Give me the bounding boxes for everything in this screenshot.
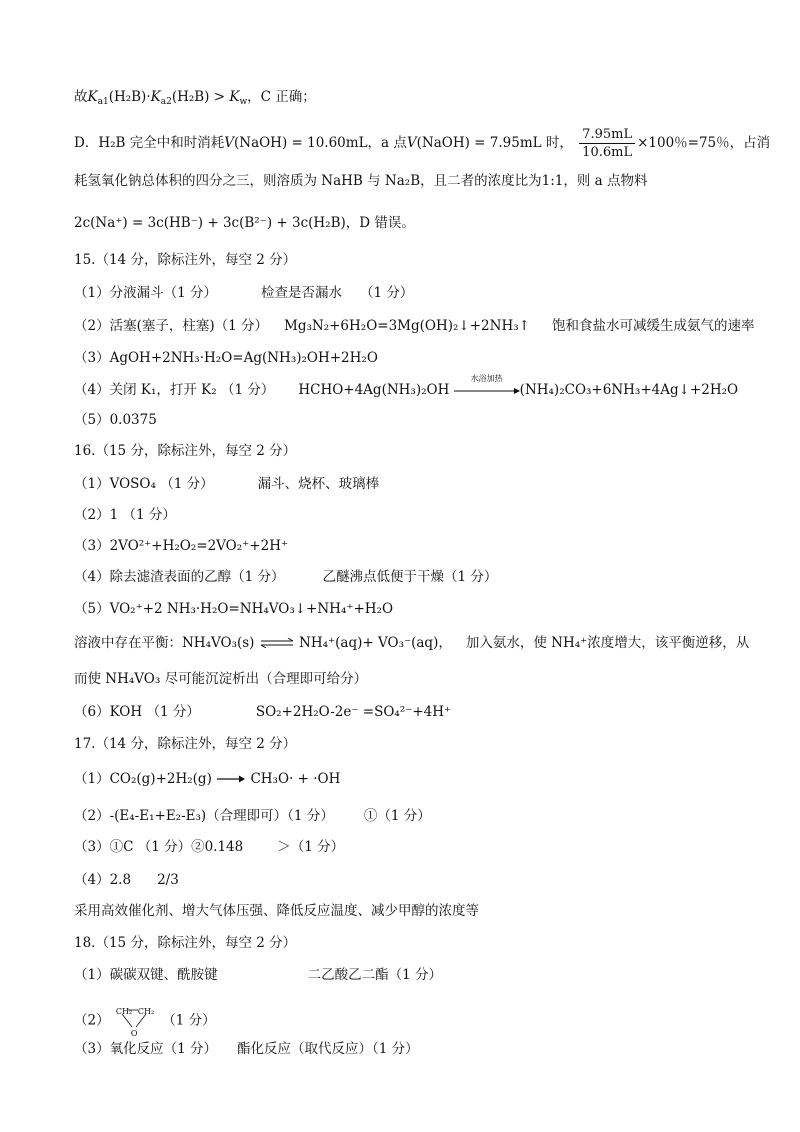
q15-3: （3）AgOH+2NH₃·H₂O=Ag(NH₃)₂OH+2H₂O (74, 350, 378, 366)
q15-5: （5）0.0375 (74, 412, 157, 428)
q17-1: （1）CO₂(g)+2H₂(g) CH₃O· + ·OH (74, 771, 341, 787)
line-solute-ratio: 耗氢氧化钠总体积的四分之三，则溶质为 NaHB 与 Na₂B，且二者的浓度比为1:1，则 a 点物料 (74, 173, 648, 189)
q16-1: （1）VOSO₄ （1 分） 漏斗、烧杯、玻璃棒 (74, 476, 380, 492)
q18-3: （3）氧化反应（1 分） 酯化反应（取代反应）（1 分） (74, 1041, 419, 1057)
q16-heading: 16.（15 分，除标注外，每空 2 分） (74, 443, 297, 459)
q15-2: （2）活塞(塞子，柱塞)（1 分） Mg₃N₂+6H₂O=3Mg(OH)₂↓+2NH₃↑ 饱和食盐水可减缓生成氨气的速率 (74, 318, 755, 334)
q16-5: （5）VO₂⁺+2 NH₃·H₂O=NH₄VO₃↓+NH₄⁺+H₂O (74, 601, 394, 617)
reaction-arrow-icon: 水浴加热 (454, 382, 520, 400)
line-option-d: D．H₂B 完全中和时消耗V(NaOH) = 10.60mL，a 点V(NaOH) = 7.95mL 时， $\frac{7.95mL}{10.6mL}$ ×100％=75％，占消 (74, 127, 771, 160)
q18-2: （2） CH₂ CH₂ O （1 分） (74, 1007, 216, 1038)
equilibrium-arrows-icon (259, 635, 295, 653)
q17-3: （3）①C （1 分）②0.148 ＞（1 分） (74, 839, 345, 855)
q16-6: （6）KOH （1 分） SO₂+2H₂O-2e⁻ =SO₄²⁻+4H⁺ (74, 704, 452, 720)
q17-2: （2）-(E₄-E₁+E₂-E₃)（合理即可）（1 分） ①（1 分） (74, 808, 431, 824)
q18-heading: 18.（15 分，除标注外，每空 2 分） (74, 935, 297, 951)
volume-fraction: $\frac{7.95mL}{10.6mL}$ (579, 127, 635, 160)
reaction-arrow-icon (216, 771, 246, 789)
line-precipitation: 而使 NH₄VO₃ 尽可能沉淀析出（合理即可给分） (74, 671, 368, 687)
line-equilibrium: 溶液中存在平衡：NH₄VO₃(s) NH₄⁺(aq)+ VO₃⁻(aq)， 加入氨水，使 NH₄⁺浓度增大，该平衡逆移，从 (74, 635, 750, 651)
line-material-balance: 2c(Na⁺) = 3c(HB⁻) + 3c(B²⁻) + 3c(H₂B)，D 错误。 (74, 215, 415, 231)
q16-2: （2）1 （1 分） (74, 507, 176, 523)
q16-3: （3）2VO²⁺+H₂O₂=2VO₂⁺+2H⁺ (74, 538, 289, 554)
q15-4: （4）关闭 K₁，打开 K₂ （1 分） HCHO+4Ag(NH₃)₂OH 水浴加热 (NH₄)₂CO₃+6NH₃+4Ag↓+2H₂O (74, 373, 739, 398)
q17-4: （4）2.8 2/3 (74, 872, 179, 888)
epoxide-structure-icon: CH₂ CH₂ O (115, 1007, 155, 1038)
q15-heading: 15.（14 分，除标注外，每空 2 分） (74, 252, 297, 268)
line-measures: 采用高效催化剂、增大气体压强、降低反应温度、减少甲醇的浓度等 (74, 903, 479, 919)
q15-1: （1）分液漏斗（1 分） 检查是否漏水 （1 分） (74, 285, 414, 301)
q16-4: （4）除去滤渣表面的乙醇（1 分） 乙醚沸点低便于干燥（1 分） (74, 569, 498, 585)
q17-heading: 17.（14 分，除标注外，每空 2 分） (74, 736, 297, 752)
q18-1: （1）碳碳双键、酰胺键 二乙酸乙二酯（1 分） (74, 967, 442, 983)
line-ka-product: 故$K_{a1}(H_2B)\cdot K_{a2}(H_2B) > K_w$，C 正确； (74, 89, 316, 107)
